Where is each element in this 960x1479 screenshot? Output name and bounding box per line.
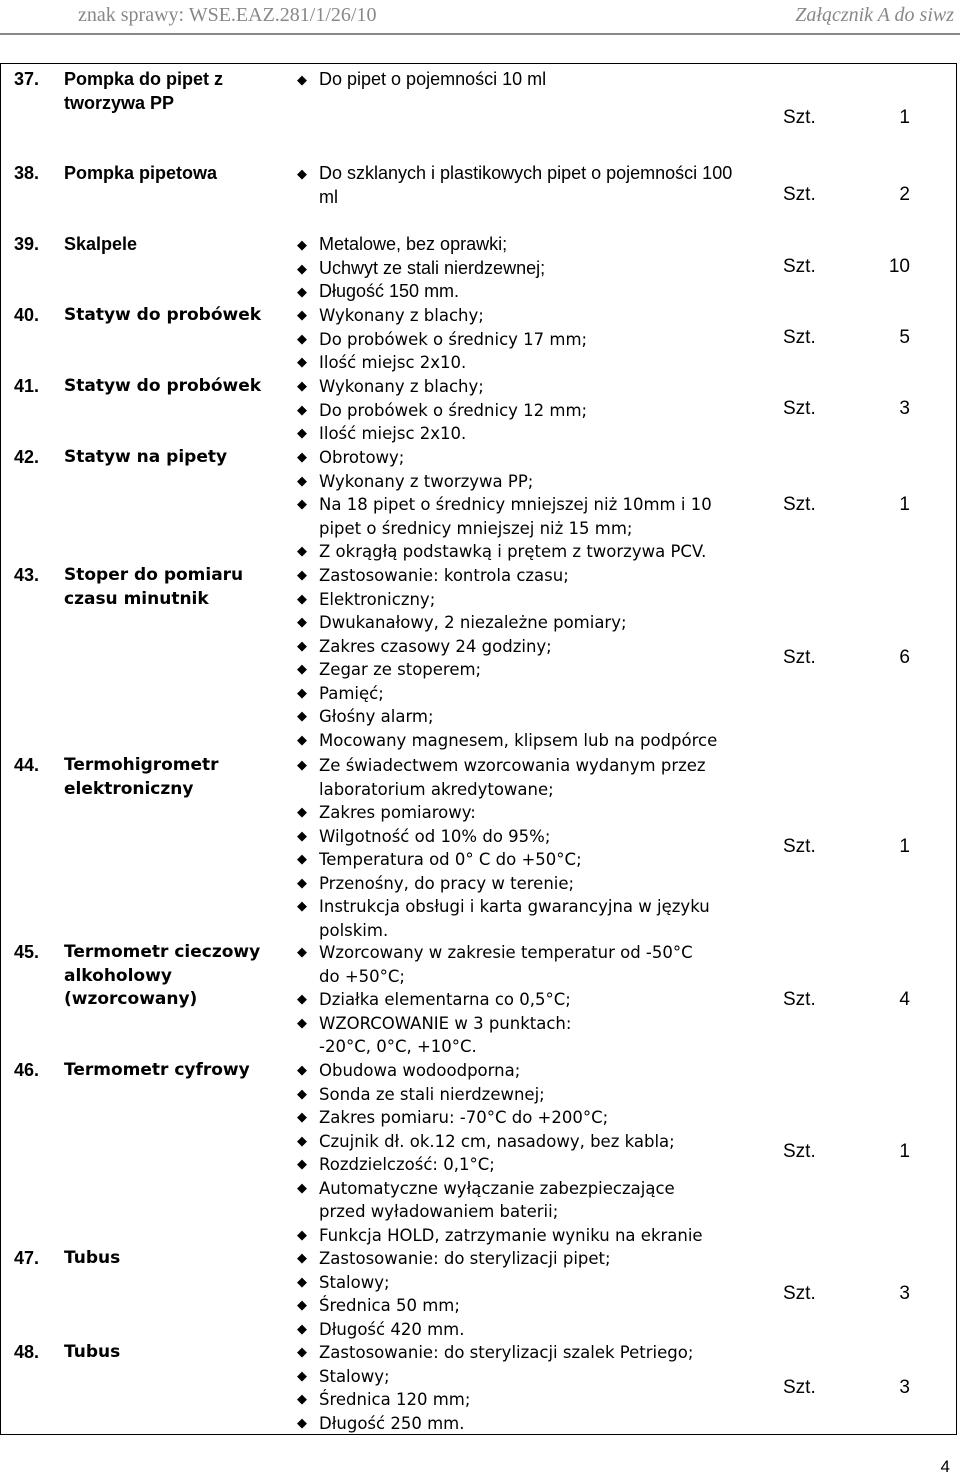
spec-item: ◆ Zastosowanie: do sterylizacji pipet; [297,1247,737,1271]
spec-item: ◆ Metalowe, bez oprawki; [297,233,737,257]
spec-item: ◆ Zastosowanie: do sterylizacji szalek Petriego; [297,1341,737,1365]
spec-item: ◆ Ilość miejsc 2x10. [297,351,737,375]
spec-item: ◆ Stalowy; [297,1271,737,1295]
item-quantity: 1 [899,494,910,515]
spec-item: ◆ Z okrągłą podstawką i prętem z tworzywa PCV. [297,540,737,564]
spec-item: ◆ Zakres pomiaru: -70°C do +200°C; [297,1106,727,1130]
spec-item: ◆ Działka elementarna co 0,5°C; [297,988,717,1012]
diamond-bullet-icon: ◆ [297,1274,307,1290]
spec-item: ◆ Temperatura od 0° C do +50°C; [297,848,727,872]
item-number: 43. [14,565,40,585]
spec-list [297,564,737,752]
diamond-bullet-icon: ◆ [297,615,307,630]
diamond-bullet-icon: ◆ [297,426,307,441]
spec-item: ◆ Obudowa wodoodporna; [297,1059,727,1083]
item-name: Pompka do pipet z tworzywa PP [64,69,224,113]
spec-item: ◆ Zegar ze stoperem; [297,658,737,682]
diamond-bullet-icon: ◆ [297,166,307,181]
spec-item: ◆ Do probówek o średnicy 17 mm; [297,328,737,352]
diamond-bullet-icon: ◆ [297,709,307,724]
item-name: Termohigrometr elektroniczny [64,755,219,799]
diamond-bullet-icon: ◆ [297,1251,307,1266]
item-number: 47. [14,1248,40,1268]
spec-item: ◆ Do pipet o pojemności 10 ml [297,68,737,92]
item-quantity: 4 [899,989,910,1010]
item-name: Termometr cyfrowy [64,1060,250,1080]
diamond-bullet-icon: ◆ [297,1298,307,1313]
spec-item: ◆ Wilgotność od 10% do 95%; [297,825,727,849]
diamond-bullet-icon: ◆ [297,899,307,914]
spec-item: ◆ Funkcja HOLD, zatrzymanie wyniku na ekranie [297,1224,727,1248]
diamond-bullet-icon: ◆ [297,662,307,677]
diamond-bullet-icon: ◆ [297,1345,307,1360]
spec-item: ◆ Sonda ze stali nierdzewnej; [297,1083,727,1107]
item-unit: Szt. [783,1283,816,1304]
spec-item: ◆ Do probówek o średnicy 12 mm; [297,399,737,423]
item-quantity: 3 [899,398,910,419]
item-quantity: 2 [899,184,910,205]
diamond-bullet-icon: ◆ [297,1133,307,1149]
diamond-bullet-icon: ◆ [297,379,307,394]
header-rule [0,33,960,35]
spec-item: ◆ Średnica 120 mm; [297,1388,737,1412]
items-table [0,63,957,1435]
spec-item: ◆ Dwukanałowy, 2 niezależne pomiary; [297,611,737,635]
spec-list [297,233,737,304]
diamond-bullet-icon: ◆ [297,237,307,252]
spec-item: ◆ Głośny alarm; [297,705,737,729]
spec-item: ◆ Mocowany magnesem, klipsem lub na podpórce [297,729,737,753]
item-unit: Szt. [783,256,816,277]
diamond-bullet-icon: ◆ [297,1321,307,1337]
item-number: 37. [14,69,40,89]
diamond-bullet-icon: ◆ [297,1063,307,1078]
item-unit: Szt. [783,327,816,348]
diamond-bullet-icon: ◆ [297,852,307,867]
spec-item: ◆ Wykonany z blachy; [297,304,737,328]
spec-list [297,375,737,446]
spec-list [297,1059,727,1247]
item-name: Termometr cieczowy alkoholowy (wzorcowany) [64,942,261,1009]
spec-item: ◆ Uchwyt ze stali nierdzewnej; [297,257,737,281]
header-attachment-label: Załącznik A do siwz [795,4,954,26]
diamond-bullet-icon: ◆ [297,875,307,891]
spec-item: ◆ Na 18 pipet o średnicy mniejszej niż 10mm i 10 pipet o średnicy mniejszej niż 15 mm; [297,495,712,538]
spec-list [297,941,717,1059]
item-quantity: 10 [888,256,910,277]
item-number: 42. [14,447,40,467]
diamond-bullet-icon: ◆ [297,1086,307,1102]
diamond-bullet-icon: ◆ [297,591,307,607]
item-quantity: 1 [899,107,910,128]
item-quantity: 1 [899,836,910,857]
item-number: 45. [14,942,40,962]
spec-item: ◆ Pamięć; [297,682,737,706]
item-number: 44. [14,755,40,775]
spec-list [297,68,737,92]
diamond-bullet-icon: ◆ [297,758,307,773]
spec-list [297,1341,737,1435]
spec-item: ◆ Czujnik dł. ok.12 cm, nasadowy, bez kabla; [297,1130,727,1154]
item-number: 38. [14,163,40,183]
item-unit: Szt. [783,398,816,419]
spec-item: ◆ Przenośny, do pracy w terenie; [297,872,727,896]
item-name: Skalpele [64,234,138,254]
spec-list [297,1247,737,1341]
spec-item: ◆ Rozdzielczość: 0,1°C; [297,1153,727,1177]
item-unit: Szt. [783,1377,816,1398]
diamond-bullet-icon: ◆ [297,1015,307,1031]
spec-list [297,754,727,942]
diamond-bullet-icon: ◆ [297,1415,307,1431]
diamond-bullet-icon: ◆ [297,685,307,701]
item-unit: Szt. [783,836,816,857]
item-unit: Szt. [783,494,816,515]
item-name: Statyw do probówek [64,305,262,325]
spec-item: ◆ Wykonany z tworzywa PP; [297,470,737,494]
diamond-bullet-icon: ◆ [297,1227,307,1243]
diamond-bullet-icon: ◆ [297,1180,307,1196]
spec-item: ◆ Obrotowy; [297,446,737,470]
spec-item: ◆ Zakres czasowy 24 godziny; [297,635,737,659]
item-number: 48. [14,1342,40,1362]
diamond-bullet-icon: ◆ [297,945,307,960]
diamond-bullet-icon: ◆ [297,992,307,1007]
diamond-bullet-icon: ◆ [297,732,307,748]
item-unit: Szt. [783,184,816,205]
diamond-bullet-icon: ◆ [297,355,307,370]
spec-list [297,162,737,209]
diamond-bullet-icon: ◆ [297,828,307,844]
spec-item: ◆ Długość 250 mm. [297,1412,737,1436]
diamond-bullet-icon: ◆ [297,473,307,489]
spec-item: ◆ Zastosowanie: kontrola czasu; [297,564,737,588]
spec-item: ◆ Długość 150 mm. [297,280,737,304]
item-unit: Szt. [783,647,816,668]
item-number: 40. [14,305,40,325]
spec-list [297,304,737,375]
diamond-bullet-icon: ◆ [297,284,307,299]
item-quantity: 1 [899,1141,910,1162]
spec-item: ◆ Długość 420 mm. [297,1318,737,1342]
spec-item: ◆ Wykonany z blachy; [297,375,737,399]
diamond-bullet-icon: ◆ [297,260,307,276]
spec-item: ◆ Automatyczne wyłączanie zabezpieczające przed wyładowaniem baterii; [297,1178,675,1221]
item-quantity: 3 [899,1377,910,1398]
item-number: 46. [14,1060,40,1080]
item-quantity: 6 [899,647,910,668]
spec-item: ◆ Ze świadectwem wzorcowania wydanym przez laboratorium akredytowane; [297,756,706,799]
diamond-bullet-icon: ◆ [297,544,307,559]
spec-item: ◆ Instrukcja obsługi i karta gwarancyjna w języku polskim. [297,897,710,940]
diamond-bullet-icon: ◆ [297,805,307,820]
item-name: Stoper do pomiaru czasu minutnik [64,565,244,609]
diamond-bullet-icon: ◆ [297,1392,307,1407]
item-name: Pompka pipetowa [64,163,218,183]
diamond-bullet-icon: ◆ [297,72,307,87]
diamond-bullet-icon: ◆ [297,568,307,583]
item-unit: Szt. [783,989,816,1010]
diamond-bullet-icon: ◆ [297,450,307,465]
spec-item: ◆ Średnica 50 mm; [297,1294,737,1318]
page-number: 4 [940,1457,950,1476]
spec-item: ◆ Zakres pomiarowy: [297,801,727,825]
item-quantity: 5 [899,327,910,348]
diamond-bullet-icon: ◆ [297,402,307,418]
spec-item: ◆ Do szklanych i plastikowych pipet o pojemności 100 ml [297,163,733,207]
diamond-bullet-icon: ◆ [297,1157,307,1172]
spec-item: ◆ Elektroniczny; [297,588,737,612]
item-number: 39. [14,234,40,254]
spec-item: ◆ Stalowy; [297,1365,737,1389]
header-case-number: znak sprawy: WSE.EAZ.281/1/26/10 [78,4,377,26]
diamond-bullet-icon: ◆ [297,308,307,323]
diamond-bullet-icon: ◆ [297,497,307,512]
item-name: Tubus [64,1342,121,1362]
diamond-bullet-icon: ◆ [297,1110,307,1125]
item-name: Tubus [64,1248,121,1268]
item-unit: Szt. [783,1141,816,1162]
item-number: 41. [14,376,40,396]
item-name: Statyw do probówek [64,376,262,396]
diamond-bullet-icon: ◆ [297,638,307,654]
spec-item: ◆ Ilość miejsc 2x10. [297,422,737,446]
diamond-bullet-icon: ◆ [297,331,307,347]
spec-item: ◆ WZORCOWANIE w 3 punktach: -20°C, 0°C, +10°C. [297,1013,572,1056]
item-quantity: 3 [899,1283,910,1304]
item-name: Statyw na pipety [64,447,228,467]
item-unit: Szt. [783,107,816,128]
spec-list [297,446,737,564]
spec-item: ◆ Wzorcowany w zakresie temperatur od -50°C do +50°C; [297,943,693,986]
diamond-bullet-icon: ◆ [297,1368,307,1384]
